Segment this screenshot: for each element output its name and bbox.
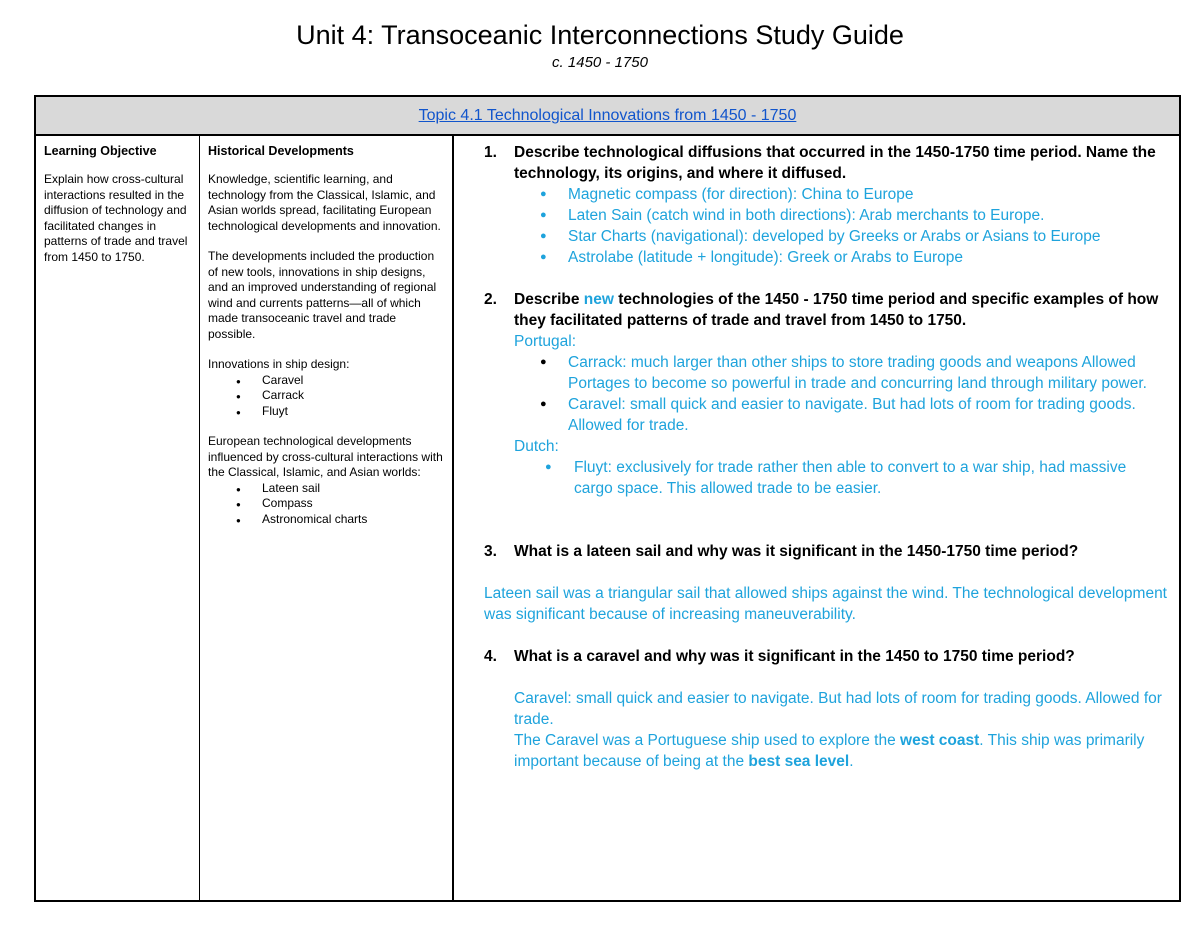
list-item: ● Carrack: much larger than other ships to store trading goods and weapons Allowed Portages to become so powerful in trade and concurring land through military power. [484,352,1169,394]
list-item: ● Fluyt [208,404,445,420]
learning-objective-text: Explain how cross-cultural interactions resulted in the diffusion of technology and facilitated changes in patterns of trade and travel from 1450 to 1750. [44,172,188,264]
answer-text: . [849,753,854,770]
historical-developments-heading: Historical Developments [208,144,354,158]
question-number: 4. [484,648,497,665]
cross-cultural-intro: European technological developments influenced by cross-cultural interactions with the Classical, Islamic, and Asian worlds: [208,434,443,479]
question-text: technologies of the 1450 - 1750 time period and specific examples of how they facilitated patterns of trade and travel from 1450 to 1750. [514,291,1159,329]
list-item: ● Lateen sail [208,481,445,497]
question-1 [484,142,1169,184]
study-guide-table [34,95,1181,902]
list-item: ● Astronomical charts [208,512,445,528]
ship-design-intro: Innovations in ship design: [208,357,350,371]
topic-link[interactable]: Topic 4.1 Technological Innovations from 1450 - 1750 [418,107,797,124]
question-4 [484,646,1169,667]
question-3-answer: Lateen sail was a triangular sail that allowed ships against the wind. The technological development was significant because of increasing maneuverability. [484,585,1167,623]
historical-developments-column [200,136,454,900]
portugal-answers [484,352,1169,436]
page-subtitle: c. 1450 - 1750 [552,54,648,71]
answer-text: The Caravel was a Portuguese ship used to explore the [514,732,901,749]
list-item: ● Carrack [208,388,445,404]
learning-objective-column [36,136,200,900]
highlighted-word: new [583,291,614,308]
question-4-answer-1: Caravel: small quick and easier to navigate. But had lots of room for trading goods. Allowed for trade. [514,690,1162,728]
question-number: 2. [484,291,497,308]
learning-objective-heading: Learning Objective [44,144,157,158]
topic-header [36,97,1179,136]
list-item: ● Caravel [208,373,445,389]
question-4-answer-2 [484,730,1169,772]
questions-column [454,136,1179,900]
historical-developments-paragraph: The developments included the production of new tools, innovations in ship designs, and an improved understanding of regional wind and currents patterns—all of which made transoceanic travel and trade possible. [208,249,437,341]
list-item: ● Astrolabe (latitude + longitude): Greek or Arabs to Europe [484,247,1169,268]
dutch-label: Dutch: [514,438,559,455]
cross-cultural-list [208,481,445,528]
ship-design-list [208,373,445,420]
highlighted-phrase: west coast [900,732,980,749]
question-text: What is a caravel and why was it significant in the 1450 to 1750 time period? [514,648,1075,665]
list-item: ● Fluyt: exclusively for trade rather then able to convert to a war ship, had massive cargo space. This allowed trade to be easier. [484,457,1169,499]
question-text: Describe technological diffusions that occurred in the 1450-1750 time period. Name the technology, its origins, and where it diffused. [514,144,1156,182]
question-3 [484,541,1169,562]
dutch-answers [484,457,1169,499]
portugal-label: Portugal: [514,333,577,350]
question-number: 3. [484,543,497,560]
question-number: 1. [484,144,497,161]
page-title: Unit 4: Transoceanic Interconnections Study Guide [296,20,904,50]
list-item: ● Star Charts (navigational): developed by Greeks or Arabs or Asians to Europe [484,226,1169,247]
answer-text: . This ship was primarily important because of being at the [514,732,1145,770]
historical-developments-paragraph: Knowledge, scientific learning, and technology from the Classical, Islamic, and Asian worlds spread, facilitating European technological developments and innovation. [208,172,441,233]
list-item: ● Compass [208,496,445,512]
list-item: ● Magnetic compass (for direction): China to Europe [484,184,1169,205]
question-text: Describe [514,291,584,308]
list-item: ● Caravel: small quick and easier to navigate. But had lots of room for trading goods. Allowed for trade. [484,394,1169,436]
question-text: What is a lateen sail and why was it significant in the 1450-1750 time period? [514,543,1079,560]
question-1-answers [484,184,1169,268]
question-2 [484,289,1169,331]
highlighted-phrase: best sea level [748,753,850,770]
list-item: ● Laten Sain (catch wind in both directions): Arab merchants to Europe. [484,205,1169,226]
